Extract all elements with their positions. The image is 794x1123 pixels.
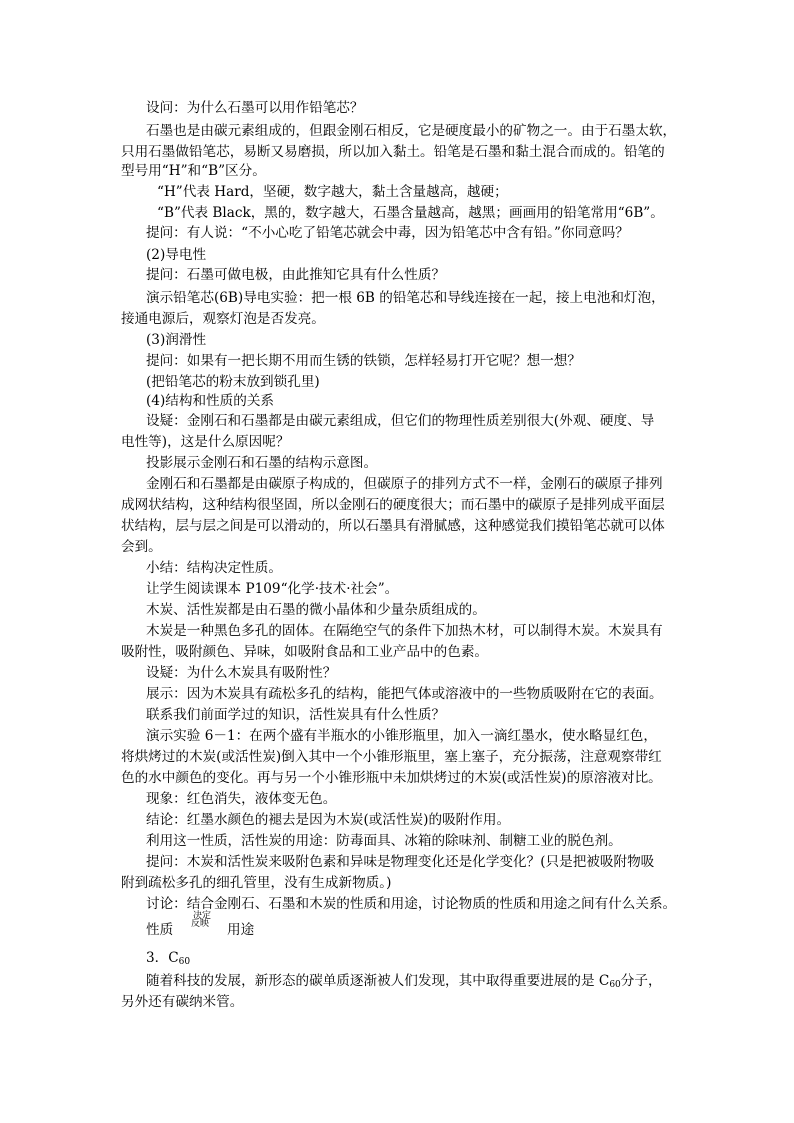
text-line: 提问：如果有一把长期不用而生锈的铁锁，怎样轻易打开它呢？想一想？ [146, 353, 581, 369]
text-line: 接通电源后，观察灯泡是否发亮。 [121, 311, 325, 327]
text-run: 随着科技的发展，新形态的碳单质逐渐被人们发现，其中取得重要进展的是 C [146, 973, 610, 989]
c60-subscript: 60 [178, 957, 191, 967]
text-line: 另外还有碳纳米管。 [121, 994, 244, 1010]
text-line: 联系我们前面学过的知识，活性炭具有什么性质？ [146, 707, 446, 723]
section-heading: (4)结构和性质的关系 [146, 393, 275, 409]
relation-bottom-label: 反映 [191, 919, 210, 929]
text-line: 成网状结构，这种结构很坚固，所以金刚石的硬度很大；而石墨中的碳原子是排列成平面层 [121, 497, 665, 513]
text-line [146, 972, 662, 994]
text-line: 附到疏松多孔的细孔管里，没有生成新物质。) [121, 875, 392, 891]
text-line: 金刚石和石墨都是由碳原子构成的，但碳原子的排列方式不一样，金刚石的碳原子排列 [146, 476, 663, 492]
text-line: 提问：木炭和活性炭来吸附色素和异味是物理变化还是化学变化？(只是把被吸附物吸 [146, 854, 655, 870]
text-line: 将烘烤过的木炭(或活性炭)倒入其中一个小锥形瓶里，塞上塞子，充分振荡，注意观察带红 [121, 749, 662, 765]
text-line: “H”代表 Hard，坚硬，数字越大，黏土含量越高，越硬； [157, 184, 508, 200]
text-line: 石墨也是由碳元素组成的，但跟金刚石相反，它是硬度最小的矿物之一。由于石墨太软， [146, 123, 677, 139]
text-line: 讨论：结合金刚石、石墨和木炭的性质和用途，讨论物质的性质和用途之间有什么关系。 [146, 896, 677, 912]
text-run: 分子， [620, 973, 662, 989]
relation-arrows [191, 911, 221, 941]
text-line: 木炭是一种黑色多孔的固体。在隔绝空气的条件下加热木材，可以制得木炭。木炭具有 [146, 623, 663, 639]
text-line: 设疑：金刚石和石墨都是由碳元素组成，但它们的物理性质差别很大(外观、硬度、导 [146, 413, 655, 429]
text-line: 只用石墨做铅笔芯，易断又易磨损，所以加入黏土。铅笔是石墨和黏土混合而成的。铅笔的 [121, 144, 665, 160]
c60-heading: 3．C [146, 950, 179, 966]
section-heading [146, 949, 190, 971]
text-line: 结论：红墨水颜色的褪去是因为木炭(或活性炭)的吸附作用。 [146, 812, 511, 828]
text-line: 提问：有人说：“不小心吃了铅笔芯就会中毒，因为铅笔芯中含有铅。”你同意吗？ [146, 225, 629, 241]
text-line: 投影展示金刚石和石墨的结构示意图。 [146, 455, 378, 471]
text-line: (把铅笔芯的粉末放到锁孔里) [146, 374, 320, 390]
text-line: 设问：为什么石墨可以用作铅笔芯？ [146, 100, 364, 116]
text-line: 设疑：为什么木炭具有吸附性？ [146, 665, 337, 681]
text-line: 会到。 [121, 539, 162, 555]
text-line: 演示铅笔芯(6B)导电实验：把一根 6B 的铅笔芯和导线连接在一起，接上电池和灯泡， [146, 290, 665, 306]
text-line: 提问：石墨可做电极，由此推知它具有什么性质？ [146, 267, 446, 283]
text-line: 让学生阅读课本 P109“化学·技术·社会”。 [146, 581, 399, 597]
text-line: 演示实验 6－1：在两个盛有半瓶水的小锥形瓶里，加入一滴红墨水，使水略显红色， [146, 728, 657, 744]
text-line: 型号用“H”和“B”区分。 [121, 163, 266, 179]
relation-top-label: 决定 [193, 911, 212, 921]
c60-subscript: 60 [609, 980, 621, 990]
text-line: 电性等)，这是什么原因呢？ [121, 434, 290, 450]
text-line: “B”代表 Black，黑的，数字越大，石墨含量越高，越黑；画画用的铅笔常用“6B”。 [157, 205, 664, 221]
relation-right-label: 用途 [227, 922, 255, 938]
text-line: 木炭、活性炭都是由石墨的微小晶体和少量杂质组成的。 [146, 602, 486, 618]
section-heading: (3)润滑性 [146, 332, 207, 348]
text-line: 展示：因为木炭具有疏松多孔的结构，能把气体或溶液中的一些物质吸附在它的表面。 [146, 686, 663, 702]
text-line: 现象：红色消失，液体变无色。 [146, 791, 337, 807]
section-heading: (2)导电性 [146, 247, 207, 263]
text-line: 吸附性，吸附颜色、异味，如吸附食品和工业产品中的色素。 [121, 644, 489, 660]
relation-left-label: 性质 [146, 922, 174, 938]
text-line: 小结：结构决定性质。 [146, 560, 282, 576]
text-line: 色的水中颜色的变化。再与另一个小锥形瓶中未加烘烤过的木炭(或活性炭)的原溶液对比。 [121, 770, 662, 786]
text-line: 利用这一性质，活性炭的用途：防毒面具、冰箱的除味剂、制糖工业的脱色剂。 [146, 833, 622, 849]
text-line: 状结构，层与层之间是可以滑动的，所以石墨具有滑腻感，这种感觉我们摸铅笔芯就可以体 [121, 518, 665, 534]
